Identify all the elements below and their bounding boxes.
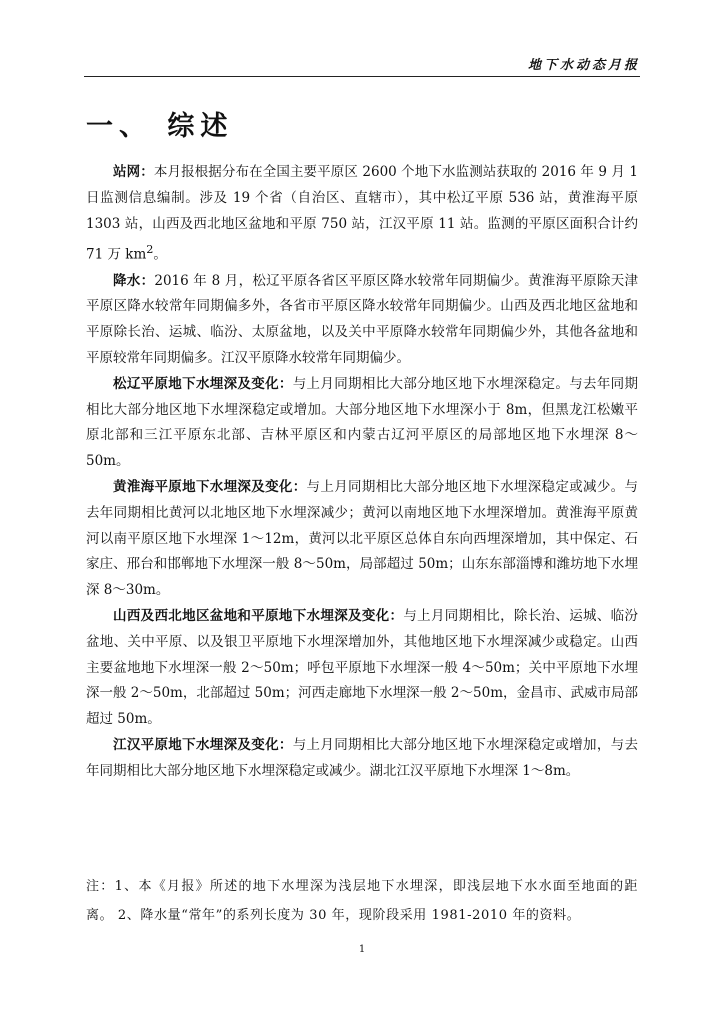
paragraph-label: 黄淮海平原地下水埋深及变化： xyxy=(113,479,307,496)
header-title: 地下水动态月报 xyxy=(527,58,640,73)
footnote: 注：1、本《月报》所述的地下水埋深为浅层地下水埋深，即浅层地下水水面至地面的距离。 2、降水量“常年”的系列长度为 30 年，现阶段采用 1981-2010 年的资料。 xyxy=(86,879,638,923)
paragraph-shanxi-northwest xyxy=(86,604,638,733)
section-title: 一、 综述 xyxy=(86,111,234,142)
paragraph-songliao xyxy=(86,372,638,475)
paragraph-text: 与上月同期相比大部分地区地下水埋深稳定。与去年同期相比大部分地区地下水埋深稳定或增加。大部分地区地下水埋深小于 8m，但黑龙江松嫩平原北部和三江平原东北部、吉林平原区和内蒙古辽河平原区的局部地区地下水埋深 8～50m。 xyxy=(86,375,639,470)
page-number: 1 xyxy=(358,944,366,955)
paragraph-text: 与上月同期相比大部分地区地下水埋深稳定或增加，与去年同期相比大部分地区地下水埋深稳定或减少。湖北江汉平原地下水埋深 1～8m。 xyxy=(86,737,639,779)
page-header xyxy=(84,52,640,77)
paragraph-text: 与上月同期相比大部分地区地下水埋深稳定或减少。与去年同期相比黄河以北地区地下水埋深减少；黄河以南地区地下水埋深增加。黄淮海平原黄河以南平原区地下水埋深 1～12m，黄河以北平原区总体自东向西埋深增加，其中保定、石家庄、邢台和邯郸地下水埋深一般 8～50m，局部超过 50m；山东东部淄博和潍坊地下水埋深 8～30m。 xyxy=(86,479,639,599)
paragraph-text: 本月报根据分布在全国主要平原区 2600 个地下水监测站获取的 2016 年 9 月 1 日监测信息编制。涉及 19 个省（自治区、直辖市），其中松辽平原 536 站，黄淮海平原 1303 站，山西及西北地区盆地和平原 750 站，江汉平原 11 站。监测的平原区面积合计约 71 万 km xyxy=(86,164,639,263)
paragraph-label: 站网： xyxy=(113,164,154,180)
paragraph-label: 松辽平原地下水埋深及变化： xyxy=(113,375,293,392)
paragraph-huanghuaihai xyxy=(86,475,638,604)
body-text xyxy=(86,160,638,785)
paragraph-precipitation xyxy=(86,269,638,372)
paragraph-text: 与上月同期相比，除长治、运城、临汾盆地、关中平原、以及银卫平原地下水埋深增加外，其他地区地下水埋深减少或稳定。山西主要盆地地下水埋深一般 2～50m；呼包平原地下水埋深一般 4～50m；关中平原地下水埋深一般 2～50m，北部超过 50m；河西走廊地下水埋深一般 2～50m，金昌市、武威市局部超过 50m。 xyxy=(86,608,639,728)
paragraph-label: 江汉平原地下水埋深及变化： xyxy=(113,737,293,754)
paragraph-tail: 。 xyxy=(153,246,167,263)
paragraph-jianghan xyxy=(86,733,638,785)
paragraph-station-network xyxy=(86,160,638,269)
paragraph-label: 山西及西北地区盆地和平原地下水埋深及变化： xyxy=(113,608,404,625)
superscript: 2 xyxy=(146,243,154,257)
paragraph-label: 降水： xyxy=(113,272,155,289)
paragraph-text: 2016 年 8 月，松辽平原各省区平原区降水较常年同期偏少。黄淮海平原除天津平原区降水较常年同期偏多外，各省市平原区降水较常年同期偏少。山西及西北地区盆地和平原除长治、运城、临汾、太原盆地，以及关中平原降水较常年同期偏少外，其他各盆地和平原较常年同期偏多。江汉平原降水较常年同期偏少。 xyxy=(86,272,639,367)
